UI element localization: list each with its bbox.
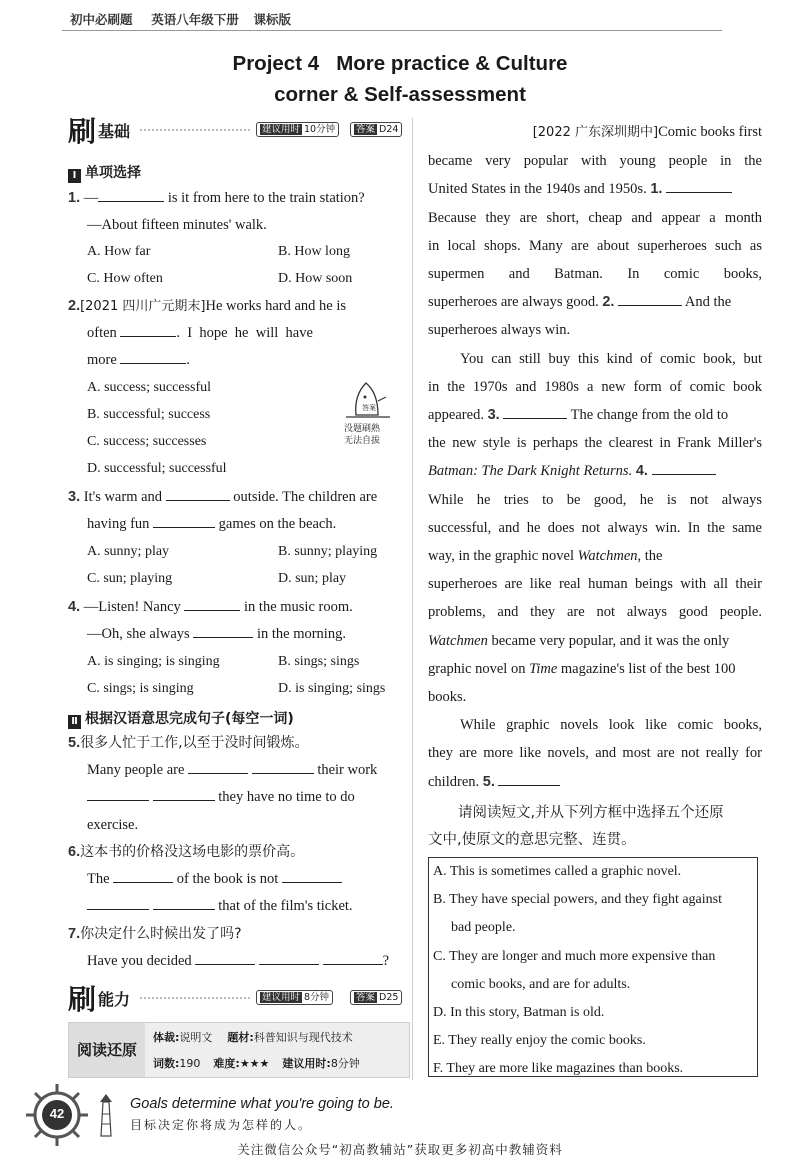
question-6: 6.这本书的价格没这场电影的票价高。	[68, 844, 305, 860]
passage-line: superheroes are always good. 2. And the	[428, 294, 732, 311]
passage-line: the new style is perhaps the clearest in Frank Miller's	[428, 435, 762, 452]
passage-line: problems, and they are not always good people.	[428, 604, 762, 621]
question-3: 3. It's warm and outside. The children are	[68, 489, 378, 505]
edition-name: 课标版	[253, 12, 291, 27]
passage-line: superheroes always win.	[428, 322, 571, 339]
passage-line: supermen and Batman. In comic books,	[428, 266, 762, 283]
ability-label: 能力	[98, 990, 131, 1009]
options-box	[428, 857, 758, 1077]
passage-line: superheroes are like real human beings with all their	[428, 576, 762, 593]
stamp-note-2: 无法自拔	[344, 436, 381, 446]
q3-option-c[interactable]: C. sun; playing	[87, 571, 173, 586]
stamp-note-1: 没题刷熟	[344, 424, 381, 434]
passage-line: You can still buy this kind of comic book, but	[460, 350, 762, 367]
passage-line: While he tries to be good, he is not always	[428, 491, 762, 508]
reading-tag: 阅读还原	[69, 1023, 145, 1077]
series-name: 初中必刷题	[70, 12, 133, 27]
q1-option-b[interactable]: B. How long	[278, 244, 350, 259]
mascot-icon	[338, 375, 398, 421]
header-rule	[62, 30, 722, 31]
passage-line: [2022 广东深圳期中]Comic books first	[532, 124, 762, 140]
ability-banner	[68, 982, 408, 1014]
q4-option-b[interactable]: B. sings; sings	[278, 654, 360, 669]
question-7: 7.你决定什么时候出发了吗?	[68, 926, 242, 942]
q5-line-1: Many people are their work	[87, 762, 378, 778]
q2-option-a[interactable]: A. success; successful	[87, 380, 212, 395]
footer-notice: 关注微信公众号“初高教辅站”获取更多初高中教辅资料	[237, 1142, 563, 1157]
passage-line: way, in the graphic novel Watchmen, the	[428, 548, 663, 565]
option-c[interactable]: C. They are longer and much more expensive than	[433, 948, 716, 964]
passage-line: Because they are short, cheap and appear a month	[428, 209, 762, 226]
q5-line-2: they have no time to do	[87, 784, 405, 812]
question-1: 1. — is it from here to the train station?	[68, 190, 365, 206]
answer-badge-2: 答案 D25	[350, 990, 402, 1005]
q3-option-b[interactable]: B. sunny; playing	[278, 544, 378, 559]
option-a[interactable]: A. This is sometimes called a graphic novel.	[433, 864, 682, 879]
brush-glyph-2: 刷	[68, 983, 97, 1016]
question-4: 4. —Listen! Nancy in the music room.	[68, 599, 353, 615]
ship-wheel-icon	[24, 1082, 90, 1148]
passage-line: appeared. 3. The change from the old to	[428, 407, 729, 424]
q4-option-c[interactable]: C. sings; is singing	[87, 681, 194, 696]
q5-line-3: exercise.	[87, 817, 139, 833]
option-f[interactable]: F. They are more like magazines than books.	[433, 1061, 684, 1077]
option-e[interactable]: E. They really enjoy the comic books.	[433, 1033, 646, 1049]
passage-line: they are more like novels, and most are not really for	[428, 745, 762, 762]
page-title	[0, 48, 800, 110]
option-d[interactable]: D. In this story, Batman is old.	[433, 1005, 605, 1021]
banner-dots	[140, 129, 250, 131]
option-b-cont: bad people.	[451, 920, 516, 936]
q1-stem-2: —About fifteen minutes' walk.	[87, 217, 267, 233]
passage-line: became very popular with young people in the	[428, 153, 762, 170]
q4-line-2: —Oh, she always in the morning.	[87, 626, 346, 642]
option-c-cont: comic books, and are for adults.	[451, 976, 631, 992]
q3-option-d[interactable]: D. sun; play	[278, 571, 347, 586]
answer-badge: 答案 D24	[350, 122, 402, 137]
basic-label: 基础	[98, 122, 131, 141]
option-b[interactable]: B. They have special powers, and they fight against	[433, 892, 722, 908]
section-2-heading: Ⅱ 根据汉语意思完成句子(每空一词)	[68, 708, 294, 729]
page-number: 42	[49, 1106, 65, 1121]
running-header	[70, 10, 291, 28]
reading-info-box	[68, 1022, 410, 1078]
passage-line: children. 5.	[428, 768, 762, 796]
basic-banner	[68, 114, 408, 146]
passage-line: in local shops. Many are about superheroes such as	[428, 237, 762, 254]
time-badge: 建议用时 10分钟	[256, 122, 339, 137]
q2-option-c[interactable]: C. success; successes	[87, 434, 207, 449]
reading-meta-1: 体裁:说明文 题材:科普知识与现代技术	[153, 1031, 353, 1044]
q6-line-1: The of the book is not	[87, 866, 405, 894]
brush-glyph: 刷	[68, 115, 97, 148]
q3-option-a[interactable]: A. sunny; play	[87, 544, 170, 559]
q6-line-2: that of the film's ticket.	[87, 893, 405, 921]
title-line-1: Project 4 More practice & Culture	[232, 52, 568, 75]
question-2: 2.[2021 四川广元期末]He works hard and he is	[68, 298, 347, 314]
passage-line: Batman: The Dark Knight Returns. 4.	[428, 457, 762, 485]
book-name: 英语八年级下册	[151, 12, 239, 27]
q2-line-3: more .	[87, 352, 191, 368]
mascot-stamp	[338, 375, 398, 445]
question-5: 5.很多人忙于工作,以至于没时间锻炼。	[68, 735, 309, 751]
passage-line: successful, and he does not always win. In the same	[428, 519, 762, 536]
passage-line: in the 1970s and 1980s a new form of comic book	[428, 378, 762, 395]
q7-line-1: Have you decided ?	[87, 953, 389, 969]
passage-line: United States in the 1940s and 1950s. 1.	[428, 175, 762, 203]
column-divider	[412, 118, 413, 1080]
title-line-2: corner & Self-assessment	[274, 83, 526, 106]
q2-line-2: often . I hope he will have	[87, 325, 313, 341]
stamp-tag: 答案	[362, 404, 376, 412]
banner-dots-2	[140, 997, 250, 999]
q1-option-d[interactable]: D. How soon	[278, 271, 353, 286]
lighthouse-icon	[92, 1090, 120, 1138]
passage-line: While graphic novels look like comic books,	[460, 717, 762, 734]
instructions: 请阅读短文,并从下列方框中选择五个还原 文中,使原文的意思完整、连贯。	[428, 805, 724, 848]
reading-passage	[428, 118, 762, 796]
q3-line-2: having fun games on the beach.	[87, 516, 337, 532]
q4-option-d[interactable]: D. is singing; sings	[278, 681, 386, 696]
passage-line: books.	[428, 689, 467, 706]
reading-meta-2: 词数:190 难度:★★★ 建议用时:8分钟	[153, 1057, 360, 1070]
passage-line: graphic novel on Time magazine's list of the best 100	[428, 660, 736, 677]
motto-english: Goals determine what you're going to be.	[130, 1096, 394, 1112]
q1-option-a[interactable]: A. How far	[87, 244, 151, 259]
q1-option-c[interactable]: C. How often	[87, 271, 163, 286]
section-1-heading: Ⅰ 单项选择	[68, 162, 141, 183]
q4-option-a[interactable]: A. is singing; is singing	[87, 654, 220, 669]
q2-option-d[interactable]: D. successful; successful	[87, 461, 227, 476]
time-badge-2: 建议用时 8分钟	[256, 990, 333, 1005]
motto-chinese: 目标决定你将成为怎样的人。	[130, 1118, 313, 1132]
passage-line: Watchmen became very popular, and it was the only	[428, 632, 730, 649]
q2-option-b[interactable]: B. successful; success	[87, 407, 211, 422]
